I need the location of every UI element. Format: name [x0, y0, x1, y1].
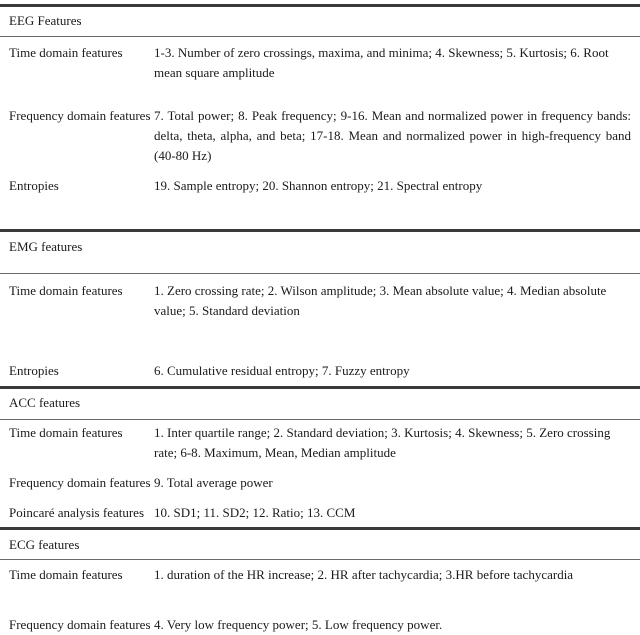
divider	[0, 273, 640, 274]
row-description: 19. Sample entropy; 20. Shannon entropy; 21. Spectral entropy	[154, 178, 483, 193]
row-label: Frequency domain features	[9, 108, 151, 123]
section-title-acc: ACC features	[9, 395, 81, 410]
row-description: 7. Total power; 8. Peak frequency; 9-16. Mean and normalized power in frequency bands: delta, theta, alpha, and beta; 17-18. Mean and normalized power in high-frequency band (40-80 Hz)	[154, 108, 631, 163]
row-label: Time domain features	[9, 567, 123, 582]
divider	[0, 559, 640, 560]
section-rule	[0, 386, 640, 389]
section-title-ecg: ECG features	[9, 537, 80, 552]
section-title-emg: EMG features	[9, 239, 83, 254]
divider	[0, 419, 640, 420]
row-label: Entropies	[9, 178, 59, 193]
section-rule	[0, 527, 640, 530]
row-label: Poincaré analysis features	[9, 505, 145, 520]
row-description: 1. Zero crossing rate; 2. Wilson amplitude; 3. Mean absolute value; 4. Median absolute value; 5. Standard deviation	[154, 283, 607, 318]
row-description: 1. Inter quartile range; 2. Standard deviation; 3. Kurtosis; 4. Skewness; 5. Zero crossing rate; 6-8. Maximum, Mean, Median amplitude	[154, 425, 611, 460]
row-label: Time domain features	[9, 283, 123, 298]
row-label: Frequency domain features	[9, 475, 151, 490]
row-label: Time domain features	[9, 425, 123, 440]
section-rule	[0, 229, 640, 232]
divider	[0, 36, 640, 37]
row-description: 6. Cumulative residual entropy; 7. Fuzzy entropy	[154, 363, 410, 378]
row-description: 4. Very low frequency power; 5. Low frequency power.	[154, 617, 443, 632]
row-description: 9. Total average power	[154, 475, 273, 490]
row-description: 10. SD1; 11. SD2; 12. Ratio; 13. CCM	[154, 505, 356, 520]
row-label: Frequency domain features	[9, 617, 151, 632]
row-description: 1. duration of the HR increase; 2. HR after tachycardia; 3.HR before tachycardia	[154, 567, 574, 582]
section-title-eeg: EEG Features	[9, 13, 82, 28]
row-description: 1-3. Number of zero crossings, maxima, and minima; 4. Skewness; 5. Kurtosis; 6. Root mean square amplitude	[154, 45, 609, 80]
row-label: Entropies	[9, 363, 59, 378]
row-label: Time domain features	[9, 45, 123, 60]
table-top-rule	[0, 4, 640, 7]
